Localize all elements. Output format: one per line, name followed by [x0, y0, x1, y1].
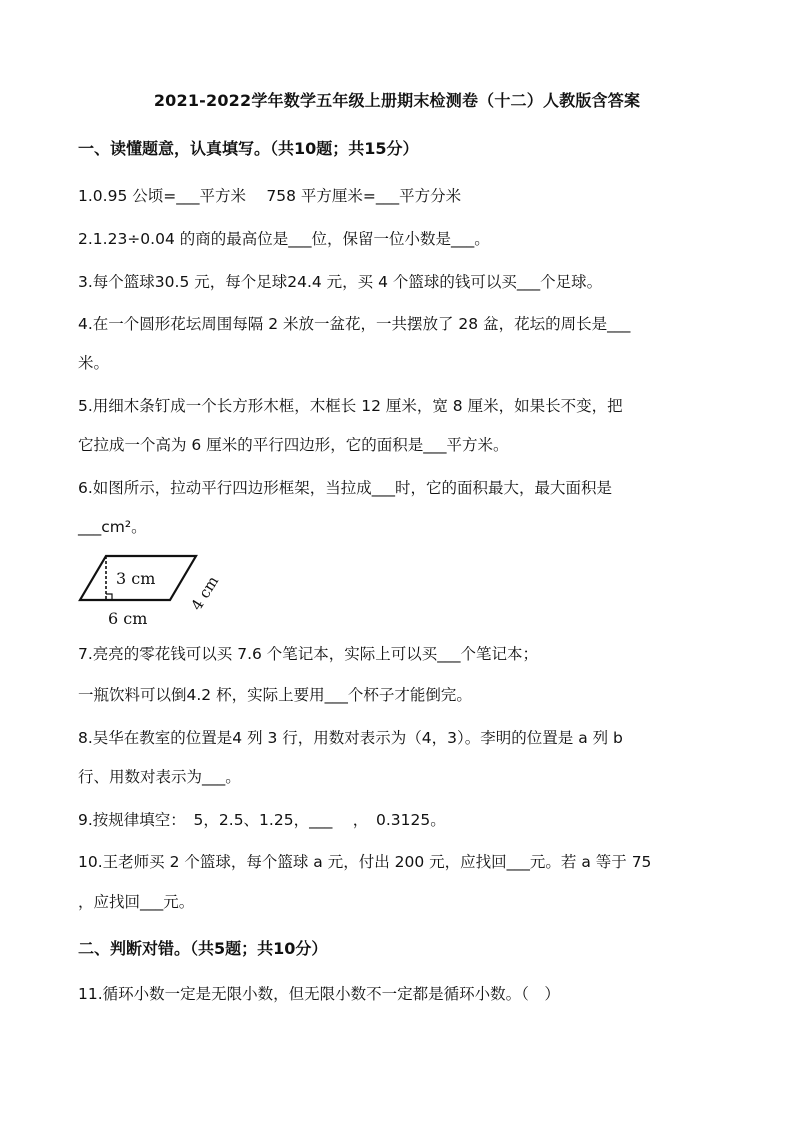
question-6-line-1: 6.如图所示，拉动平行四边形框架，当拉成___时，它的面积最大，最大面积是	[78, 479, 613, 497]
question-1: 1.0.95 公顷=___平方米 758 平方厘米=___平方分米	[78, 187, 462, 205]
section-2-heading: 二、判断对错。（共5题；共10分）	[78, 939, 328, 958]
question-3: 3.每个篮球30.5 元，每个足球24.4 元，买 4 个篮球的钱可以买___个足球。	[78, 273, 603, 291]
question-5-line-2: 它拉成一个高为 6 厘米的平行四边形，它的面积是___平方米。	[78, 436, 509, 454]
parallelogram-figure	[78, 548, 223, 628]
question-4-line-2: 米。	[78, 354, 110, 372]
side-label: 4 cm	[187, 572, 223, 614]
question-5-line-1: 5.用细木条钉成一个长方形木框，木框长 12 厘米，宽 8 厘米，如果长不变，把	[78, 397, 623, 415]
page-title: 2021-2022学年数学五年级上册期末检测卷（十二）人教版含答案	[153, 91, 641, 110]
question-10-line-2: ，应找回___元。	[78, 893, 195, 911]
question-2: 2.1.23÷0.04 的商的最高位是___位，保留一位小数是___。	[78, 230, 490, 248]
section-1-heading: 一、读懂题意，认真填写。（共10题；共15分）	[78, 139, 419, 158]
question-8-line-2: 行、用数对表示为___。	[78, 768, 241, 786]
question-10-line-1: 10.王老师买 2 个篮球，每个篮球 a 元，付出 200 元，应找回___元。若 a 等于 75	[78, 853, 652, 871]
question-7-line-1: 7.亮亮的零花钱可以买 7.6 个笔记本，实际上可以买___个笔记本；	[78, 645, 539, 663]
question-11: 11.循环小数一定是无限小数，但无限小数不一定都是循环小数。（ ）	[78, 985, 560, 1003]
question-6-line-2: ___cm²。	[78, 518, 147, 536]
height-label: 3 cm	[116, 569, 156, 588]
question-9: 9.按规律填空： 5，2.5、1.25，___ ， 0.3125。	[78, 811, 446, 829]
question-8-line-1: 8.吴华在教室的位置是4 列 3 行，用数对表示为（4，3）。李明的位置是 a 列 b	[78, 729, 623, 747]
question-4-line-1: 4.在一个圆形花坛周围每隔 2 米放一盆花，一共摆放了 28 盆，花坛的周长是___	[78, 315, 631, 333]
question-7-line-2: 一瓶饮料可以倒4.2 杯，实际上要用___个杯子才能倒完。	[78, 686, 472, 704]
base-label: 6 cm	[108, 609, 148, 628]
